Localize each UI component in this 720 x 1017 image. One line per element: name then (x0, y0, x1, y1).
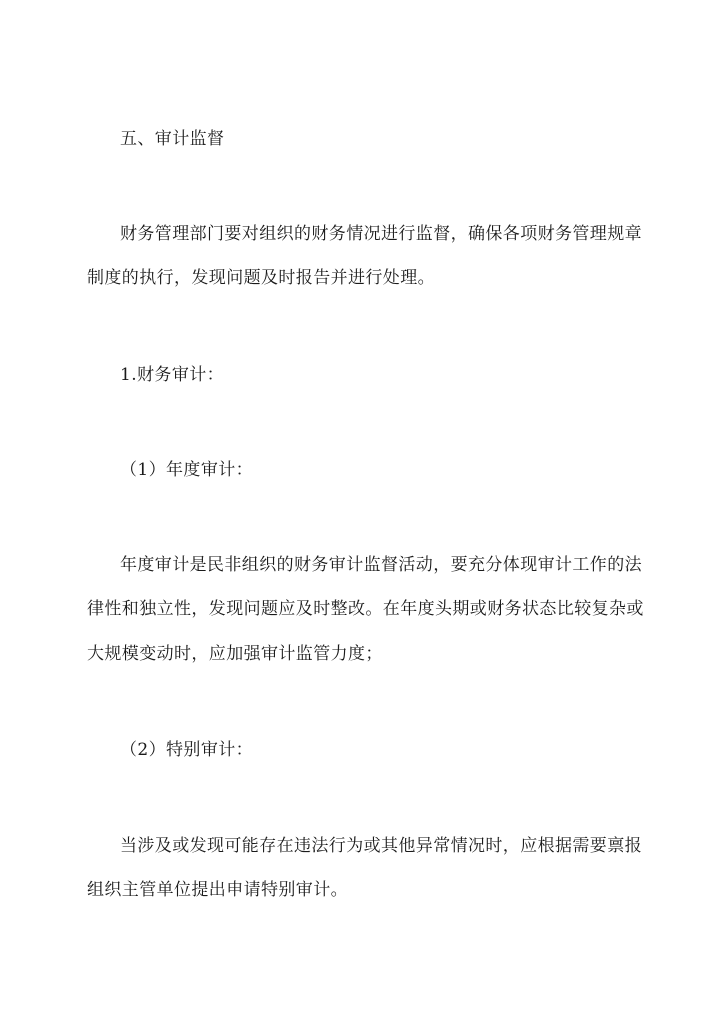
intro-paragraph-line-2: 制度的执行，发现问题及时报告并进行处理。 (87, 268, 435, 288)
item2-paragraph-line-1: 当涉及或发现可能存在违法行为或其他异常情况时，应根据需要禀报 (120, 836, 642, 856)
item2-paragraph-line-2: 组织主管单位提出申请特别审计。 (87, 880, 348, 900)
item1-paragraph-line-2: 律性和独立性，发现问题应及时整改。在年度头期或财务状态比较复杂或 (87, 599, 644, 619)
intro-paragraph-line-1: 财务管理部门要对组织的财务情况进行监督，确保各项财务管理规章 (120, 224, 642, 244)
item2-heading: （2）特别审计： (120, 740, 254, 760)
item1-paragraph-line-1: 年度审计是民非组织的财务审计监督活动，要充分体现审计工作的法 (120, 555, 642, 575)
subsection-heading: 1.财务审计： (120, 365, 225, 385)
section-heading: 五、审计监督 (120, 129, 225, 149)
item1-heading: （1）年度审计： (120, 460, 254, 480)
item1-paragraph-line-3: 大规模变动时，应加强审计监管力度； (87, 644, 383, 664)
